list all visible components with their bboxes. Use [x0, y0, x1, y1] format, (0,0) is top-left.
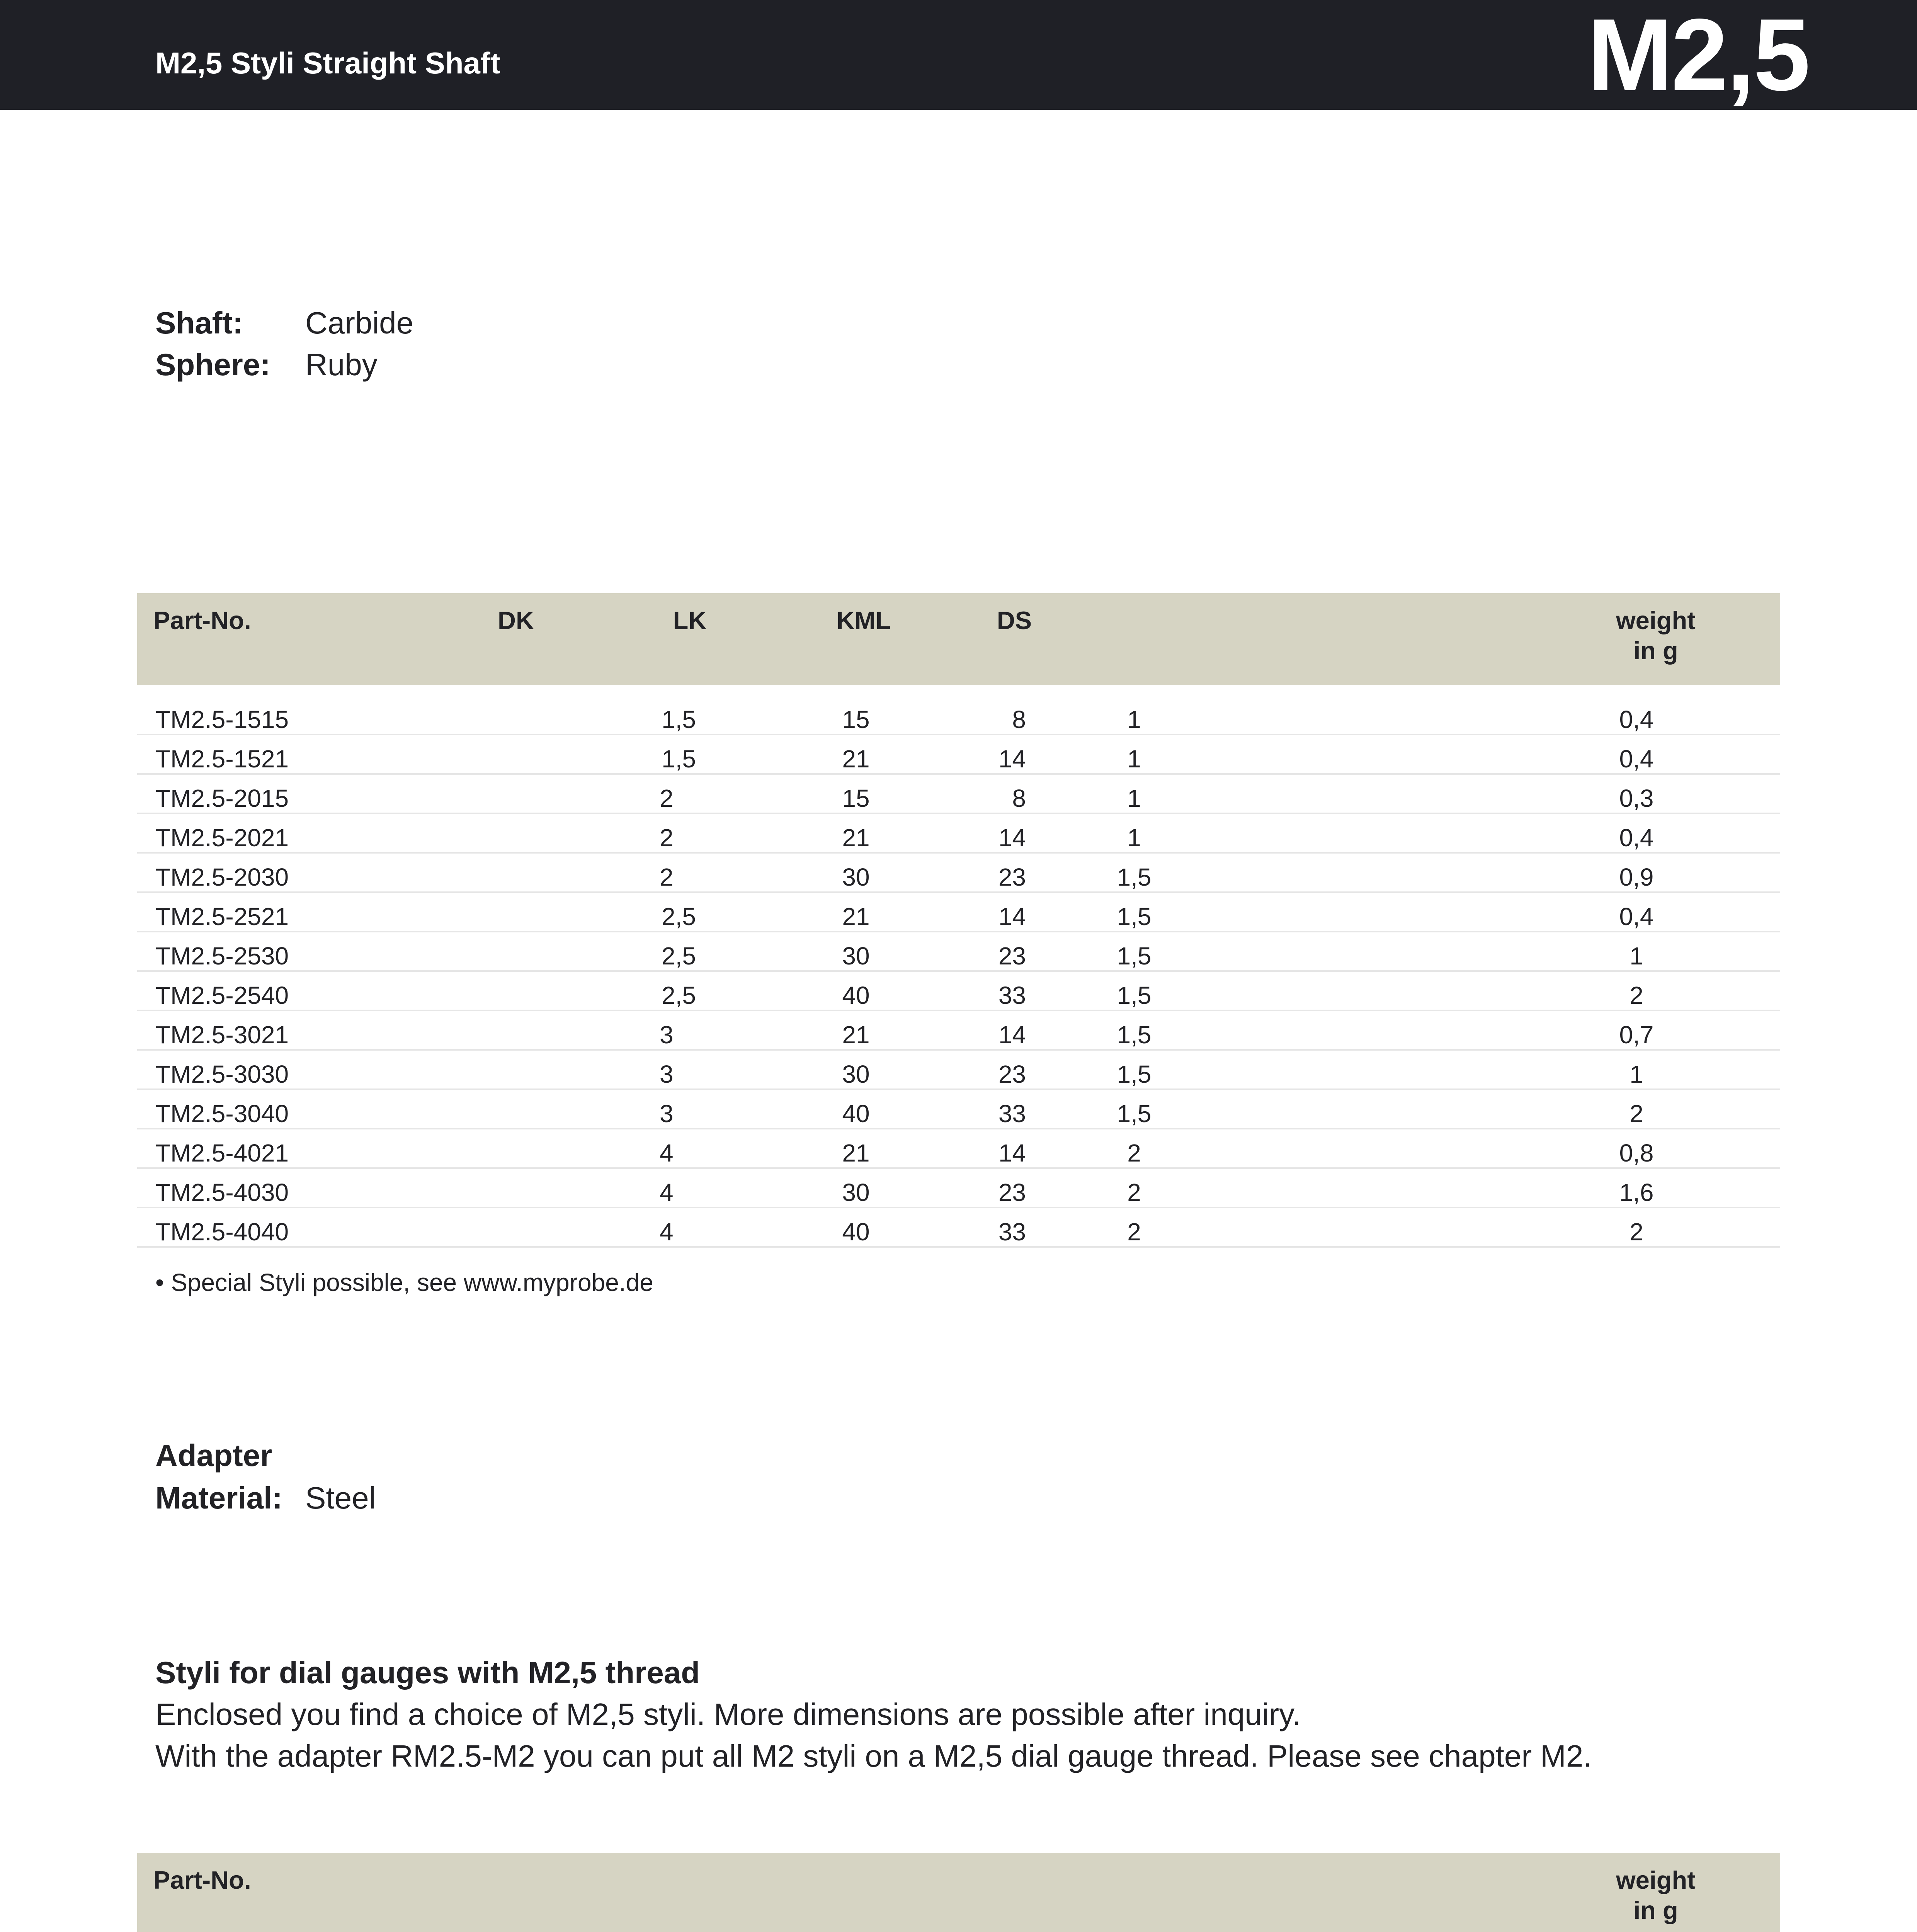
cell-part: TM2.5-2530 — [155, 942, 289, 970]
cell-part: TM2.5-1521 — [155, 745, 289, 773]
cell-kml: 14 — [998, 903, 1026, 930]
chapter-code: M2,5 — [1587, 0, 1809, 112]
adapter-section — [155, 1434, 376, 1519]
weight-header-line1: weight — [1616, 606, 1696, 634]
cell-ds: 1,5 — [1117, 981, 1152, 1009]
spec-shaft — [155, 305, 413, 341]
cell-part: TM2.5-4040 — [155, 1218, 289, 1246]
cell-dk: 2,5 — [662, 903, 696, 930]
table-row — [137, 1208, 1780, 1248]
cell-part: TM2.5-4021 — [155, 1139, 289, 1167]
cell-part: TM2.5-3030 — [155, 1060, 289, 1088]
col-header-ds: DS — [997, 606, 1032, 634]
cell-dk: 2 — [660, 824, 674, 852]
cell-lk: 21 — [842, 903, 870, 930]
col-header-weight — [1606, 605, 1706, 666]
cell-ds: 1 — [1127, 784, 1141, 812]
spec-label: Shaft: — [155, 306, 243, 340]
cell-lk: 21 — [842, 824, 870, 852]
col-header-weight — [1606, 1865, 1706, 1925]
cell-dk: 4 — [660, 1179, 674, 1206]
cell-kml: 14 — [998, 1139, 1026, 1167]
cell-part: TM2.5-1515 — [155, 706, 289, 733]
cell-lk: 21 — [842, 1021, 870, 1049]
table-row — [137, 854, 1780, 893]
cell-weight: 2 — [1630, 1100, 1643, 1128]
cell-part: TM2.5-2030 — [155, 863, 289, 891]
cell-lk: 40 — [842, 981, 870, 1009]
weight-header-line2: in g — [1633, 1896, 1678, 1924]
cell-lk: 40 — [842, 1100, 870, 1128]
cell-lk: 30 — [842, 1179, 870, 1206]
cell-dk: 2 — [660, 863, 674, 891]
cell-weight: 1 — [1630, 942, 1643, 970]
table-row — [137, 1090, 1780, 1129]
cell-weight: 0,4 — [1619, 706, 1654, 733]
material-value: Steel — [305, 1481, 376, 1515]
cell-dk: 4 — [660, 1218, 674, 1246]
intro-line-2: With the adapter RM2.5-M2 you can put all M2 styli on a M2,5 dial gauge thread. Please see chapter M2. — [155, 1739, 1592, 1773]
cell-ds: 1,5 — [1117, 863, 1152, 891]
cell-ds: 2 — [1127, 1179, 1141, 1206]
cell-dk: 2,5 — [662, 942, 696, 970]
col-header-lk: LK — [673, 606, 707, 634]
cell-part: TM2.5-4030 — [155, 1179, 289, 1206]
cell-ds: 2 — [1127, 1218, 1141, 1246]
cell-part: TM2.5-2521 — [155, 903, 289, 930]
cell-kml: 33 — [998, 1100, 1026, 1128]
table-header — [137, 1853, 1780, 1932]
table-row — [137, 735, 1780, 775]
intro-heading: Styli for dial gauges with M2,5 thread — [155, 1655, 700, 1690]
table-row — [137, 1129, 1780, 1169]
cell-dk: 4 — [660, 1139, 674, 1167]
cell-dk: 2,5 — [662, 981, 696, 1009]
col-header-dk: DK — [498, 606, 534, 634]
adapter-title: Adapter — [155, 1438, 272, 1473]
cell-kml: 14 — [998, 1021, 1026, 1049]
cell-ds: 1,5 — [1117, 1100, 1152, 1128]
cell-weight: 2 — [1630, 981, 1643, 1009]
cell-ds: 1 — [1127, 745, 1141, 773]
cell-kml: 23 — [998, 1060, 1026, 1088]
cell-lk: 30 — [842, 1060, 870, 1088]
cell-weight: 0,8 — [1619, 1139, 1654, 1167]
header-title: M2,5 Styli Straight Shaft — [155, 46, 500, 80]
table-header — [137, 593, 1780, 685]
cell-part: TM2.5-2540 — [155, 981, 289, 1009]
cell-ds: 1 — [1127, 706, 1141, 733]
cell-kml: 8 — [1012, 784, 1026, 812]
cell-dk: 1,5 — [662, 745, 696, 773]
special-styli-note: • Special Styli possible, see www.myprobe.de — [155, 1269, 653, 1296]
cell-weight: 2 — [1630, 1218, 1643, 1246]
adapter-material — [155, 1477, 376, 1519]
cell-dk: 1,5 — [662, 706, 696, 733]
cell-lk: 30 — [842, 942, 870, 970]
cell-kml: 23 — [998, 1179, 1026, 1206]
cell-kml: 23 — [998, 863, 1026, 891]
table-row — [137, 893, 1780, 932]
weight-header-line2: in g — [1633, 636, 1678, 665]
table-body — [137, 696, 1780, 1248]
cell-kml: 14 — [998, 745, 1026, 773]
cell-kml: 8 — [1012, 706, 1026, 733]
table-row — [137, 814, 1780, 854]
cell-kml: 23 — [998, 942, 1026, 970]
spec-label: Sphere: — [155, 347, 270, 382]
cell-kml: 33 — [998, 1218, 1026, 1246]
cell-lk: 21 — [842, 745, 870, 773]
table-row — [137, 696, 1780, 735]
table-row — [137, 1011, 1780, 1051]
cell-lk: 30 — [842, 863, 870, 891]
table-row — [137, 972, 1780, 1011]
cell-part: TM2.5-2021 — [155, 824, 289, 852]
cell-part: TM2.5-3021 — [155, 1021, 289, 1049]
table-row — [137, 1169, 1780, 1208]
weight-header-line1: weight — [1616, 1866, 1696, 1894]
dial-gauge-intro — [155, 1652, 1592, 1777]
cell-weight: 0,4 — [1619, 903, 1654, 930]
cell-part: TM2.5-2015 — [155, 784, 289, 812]
cell-lk: 15 — [842, 706, 870, 733]
spec-sphere — [155, 347, 378, 383]
cell-dk: 3 — [660, 1100, 674, 1128]
cell-dk: 3 — [660, 1060, 674, 1088]
table-row — [137, 932, 1780, 972]
cell-ds: 1,5 — [1117, 1021, 1152, 1049]
cell-part: TM2.5-3040 — [155, 1100, 289, 1128]
cell-lk: 15 — [842, 784, 870, 812]
cell-weight: 0,4 — [1619, 745, 1654, 773]
cell-dk: 3 — [660, 1021, 674, 1049]
cell-weight: 1 — [1630, 1060, 1643, 1088]
col-header-part: Part-No. — [153, 606, 251, 634]
cell-weight: 0,7 — [1619, 1021, 1654, 1049]
cell-ds: 1,5 — [1117, 1060, 1152, 1088]
cell-lk: 40 — [842, 1218, 870, 1246]
cell-weight: 0,9 — [1619, 863, 1654, 891]
intro-line-1: Enclosed you find a choice of M2,5 styli. More dimensions are possible after inquiry. — [155, 1697, 1301, 1731]
material-label: Material: — [155, 1481, 282, 1515]
table-row — [137, 775, 1780, 814]
cell-ds: 2 — [1127, 1139, 1141, 1167]
cell-kml: 33 — [998, 981, 1026, 1009]
page-header — [0, 0, 1917, 110]
styli-table — [137, 593, 1780, 1248]
cell-ds: 1,5 — [1117, 942, 1152, 970]
cell-kml: 14 — [998, 824, 1026, 852]
table-row — [137, 1051, 1780, 1090]
cell-dk: 2 — [660, 784, 674, 812]
spec-value: Carbide — [305, 306, 414, 340]
cell-ds: 1 — [1127, 824, 1141, 852]
cell-weight: 0,4 — [1619, 824, 1654, 852]
cell-ds: 1,5 — [1117, 903, 1152, 930]
cell-weight: 0,3 — [1619, 784, 1654, 812]
col-header-kml: KML — [836, 606, 891, 634]
cell-weight: 1,6 — [1619, 1179, 1654, 1206]
cell-lk: 21 — [842, 1139, 870, 1167]
spec-value: Ruby — [305, 347, 378, 382]
adapter-table — [137, 1853, 1780, 1932]
col-header-part: Part-No. — [153, 1866, 251, 1894]
